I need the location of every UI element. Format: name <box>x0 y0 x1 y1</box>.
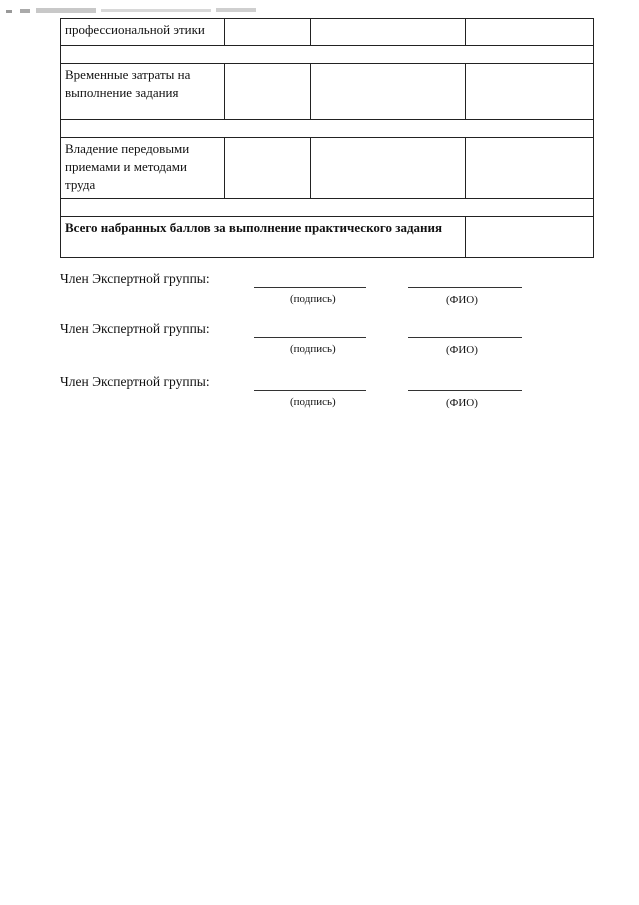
separator-cell <box>61 199 594 217</box>
table-separator-row <box>61 46 594 64</box>
score-cell <box>466 138 594 199</box>
score-cell <box>225 64 311 120</box>
signature-block <box>60 321 580 361</box>
score-cell <box>225 138 311 199</box>
table-separator-row <box>61 199 594 217</box>
table-row <box>61 64 594 120</box>
signature-line <box>254 287 366 288</box>
total-score-cell <box>466 217 594 258</box>
separator-cell <box>61 120 594 138</box>
signature-block <box>60 271 580 311</box>
score-cell <box>466 19 594 46</box>
score-cell <box>311 64 466 120</box>
expert-label: Член Экспертной группы: <box>60 374 210 389</box>
criterion-cell: Временные затраты на выполнение задания <box>61 64 225 120</box>
signature-caption: (подпись) <box>290 396 336 408</box>
scan-artifact <box>6 6 256 18</box>
name-line <box>408 337 522 338</box>
name-caption: (ФИО) <box>446 397 478 409</box>
expert-label: Член Экспертной группы: <box>60 271 210 286</box>
score-cell <box>225 19 311 46</box>
separator-cell <box>61 46 594 64</box>
signature-line <box>254 390 366 391</box>
score-cell <box>311 19 466 46</box>
criterion-cell: профессиональной этики <box>61 19 225 46</box>
name-caption: (ФИО) <box>446 294 478 306</box>
expert-label: Член Экспертной группы: <box>60 321 210 336</box>
table-row <box>61 19 594 46</box>
signature-line <box>254 337 366 338</box>
grading-table <box>60 18 594 258</box>
criterion-cell: Владение передовыми приемами и методами труда <box>61 138 225 199</box>
signature-caption: (подпись) <box>290 293 336 305</box>
score-cell <box>466 64 594 120</box>
total-label: Всего набранных баллов за выполнение практического задания <box>61 217 466 258</box>
table-row <box>61 138 594 199</box>
score-cell <box>311 138 466 199</box>
signature-caption: (подпись) <box>290 343 336 355</box>
name-line <box>408 287 522 288</box>
table-separator-row <box>61 120 594 138</box>
signature-block <box>60 374 580 414</box>
name-line <box>408 390 522 391</box>
total-row <box>61 217 594 258</box>
name-caption: (ФИО) <box>446 344 478 356</box>
